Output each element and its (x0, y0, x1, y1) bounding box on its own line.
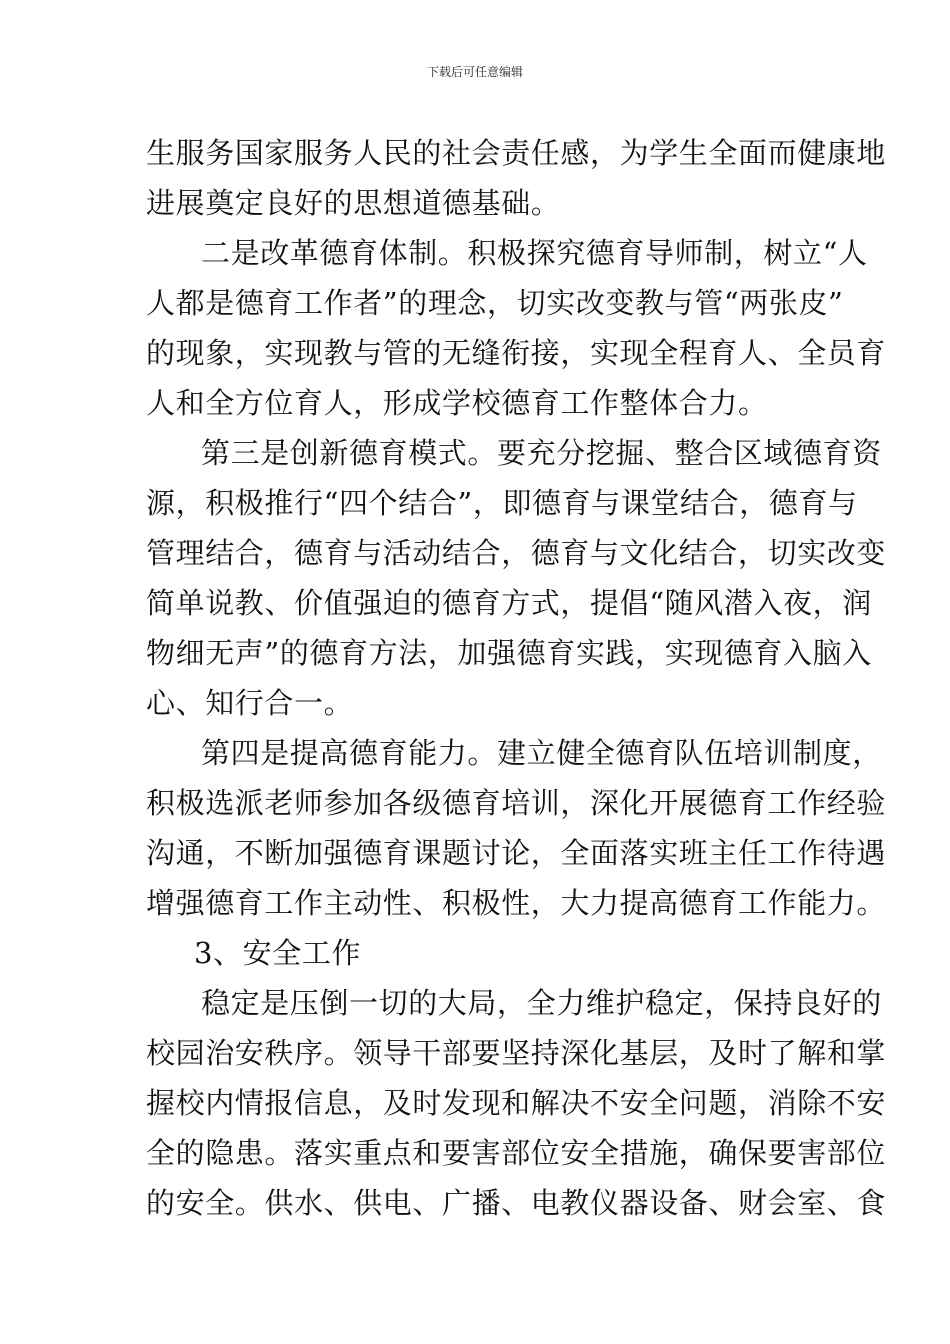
text-line: 的安全。供水、供电、广播、电教仪器设备、财会室、食 (146, 1186, 887, 1220)
text-line: 校园治安秩序。领导干部要坚持深化基层，及时了解和掌 (146, 1036, 887, 1070)
text-line: 管理结合，德育与活动结合，德育与文化结合，切实改变 (146, 536, 887, 570)
text-line: 物细无声”的德育方法，加强德育实践，实现德育入脑入 (146, 636, 872, 670)
text-line: 积极选派老师参加各级德育培训，深化开展德育工作经验 (146, 786, 887, 820)
document-body (146, 128, 887, 1228)
text-line: 人都是德育工作者”的理念，切实改变教与管“两张皮” (146, 286, 844, 320)
page-header-note: 下载后可任意编辑 (426, 65, 523, 79)
section-heading: 3、安全工作 (194, 936, 362, 970)
text-line: 源，积极推行“四个结合”，即德育与课堂结合，德育与 (146, 486, 858, 520)
text-line: 人和全方位育人，形成学校德育工作整体合力。 (146, 386, 768, 420)
text-line: 简单说教、价值强迫的德育方式，提倡“随风潜入夜，润 (146, 586, 872, 620)
text-line: 生服务国家服务人民的社会责任感，为学生全面而健康地 (146, 136, 887, 170)
paragraph-first-line: 第三是创新德育模式。要充分挖掘、整合区域德育资 (201, 436, 882, 470)
paragraph-first-line: 二是改革德育体制。积极探究德育导师制，树立“人 (201, 236, 868, 270)
text-line: 增强德育工作主动性、积极性，大力提高德育工作能力。 (146, 886, 887, 920)
text-line: 全的隐患。落实重点和要害部位安全措施，确保要害部位 (146, 1136, 887, 1170)
text-line: 沟通，不断加强德育课题讨论，全面落实班主任工作待遇 (146, 836, 887, 870)
paragraph-first-line: 第四是提高德育能力。建立健全德育队伍培训制度， (201, 736, 882, 770)
text-line: 的现象，实现教与管的无缝衔接，实现全程育人、全员育 (146, 336, 887, 370)
paragraph-first-line: 稳定是压倒一切的大局，全力维护稳定，保持良好的 (201, 986, 882, 1020)
text-line: 心、知行合一。 (146, 686, 354, 720)
text-line: 进展奠定良好的思想道德基础。 (146, 186, 561, 220)
text-line: 握校内情报信息，及时发现和解决不安全问题，消除不安 (146, 1086, 887, 1120)
